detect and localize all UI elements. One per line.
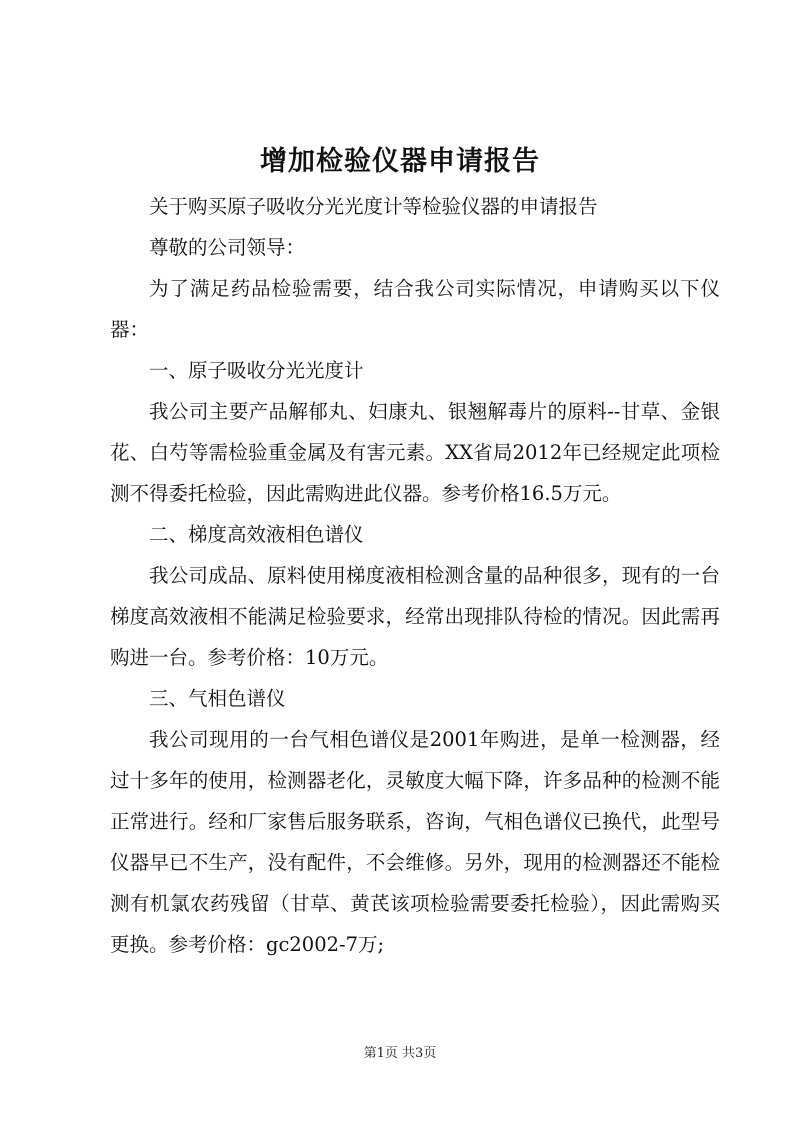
section-heading-2: 二、梯度高效液相色谱仪 [149, 523, 364, 546]
document-body [110, 186, 720, 965]
section-heading-3: 三、气相色谱仪 [149, 687, 286, 710]
section-heading-1: 一、原子吸收分光光度计 [149, 359, 364, 382]
salutation: 尊敬的公司领导： [149, 236, 306, 259]
subject-line: 关于购买原子吸收分光光度计等检验仪器的申请报告 [149, 195, 598, 218]
intro-paragraph: 为了满足药品检验需要，结合我公司实际情况，申请购买以下仪器： [110, 277, 720, 341]
document-title: 增加检验仪器申请报告 [260, 146, 540, 177]
section-3-paragraph: 我公司现用的一台气相色谱仪是2001年购进，是单一检测器，经过十多年的使用，检测器老化，灵敏度大幅下降，许多品种的检测不能正常进行。经和厂家售后服务联系，咨询，气相色谱仪已换代，此型号仪器早已不生产，没有配件，不会维修。另外，现用的检测器还不能检测有机氯农药残留（甘草、黄芪该项检验需要委托检验），因此需购买更换。参考价格：gc2002-7万; [110, 728, 720, 956]
section-1-paragraph: 我公司主要产品解郁丸、妇康丸、银翘解毒片的原料--甘草、金银花、白芍等需检验重金属及有害元素。XX省局2012年已经规定此项检测不得委托检验，因此需购进此仪器。参考价格16.5万元。 [110, 400, 720, 505]
page-footer: 第1页 共3页 [363, 1046, 437, 1061]
section-2-paragraph: 我公司成品、原料使用梯度液相检测含量的品种很多，现有的一台梯度高效液相不能满足检验要求，经常出现排队待检的情况。因此需再购进一台。参考价格：10万元。 [110, 564, 720, 669]
